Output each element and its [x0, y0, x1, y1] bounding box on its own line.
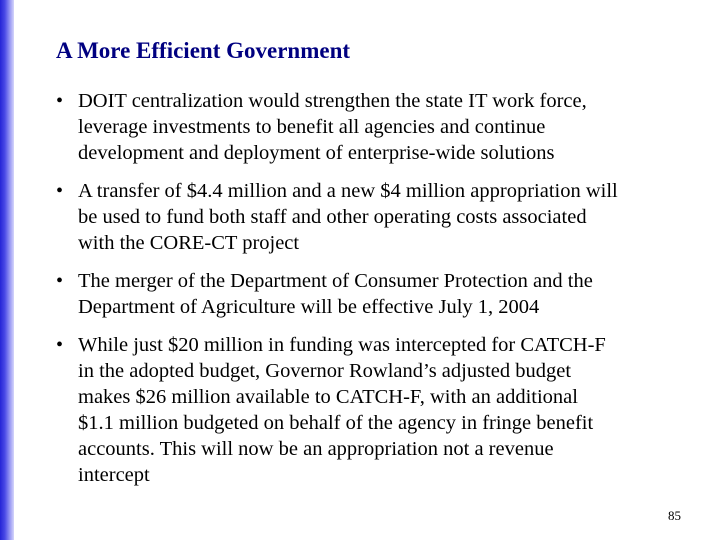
bullet-line: While just $20 million in funding was intercepted for CATCH-F [78, 334, 606, 356]
bullet-item [56, 332, 716, 488]
bullet-line: with the CORE-CT project [78, 232, 300, 254]
bullet-dot-icon: • [56, 90, 64, 112]
bullet-line: intercept [78, 464, 150, 486]
bullet-dot-icon: • [56, 180, 64, 202]
bullet-item [56, 268, 716, 320]
bullet-list [56, 88, 716, 500]
bullet-line: in the adopted budget, Governor Rowland’s adjusted budget [78, 360, 572, 382]
bullet-dot-icon: • [56, 334, 64, 356]
left-accent-bar [0, 0, 14, 540]
page-number: 85 [668, 508, 681, 523]
bullet-dot-icon: • [56, 270, 64, 292]
bullet-line: accounts. This will now be an appropriation not a revenue [78, 438, 554, 460]
bullet-item [56, 88, 716, 166]
bullet-line: $1.1 million budgeted on behalf of the agency in fringe benefit [78, 412, 594, 434]
bullet-line: DOIT centralization would strengthen the state IT work force, [78, 90, 587, 112]
bullet-line: The merger of the Department of Consumer Protection and the [78, 270, 593, 292]
bullet-line: A transfer of $4.4 million and a new $4 million appropriation will [78, 180, 618, 202]
bullet-line: Department of Agriculture will be effective July 1, 2004 [78, 296, 540, 318]
slide-title: A More Efficient Government [56, 38, 351, 63]
bullet-line: leverage investments to benefit all agencies and continue [78, 116, 546, 138]
bullet-item [56, 178, 716, 256]
bullet-line: be used to fund both staff and other operating costs associated [78, 206, 587, 228]
bullet-line: makes $26 million available to CATCH-F, with an additional [78, 386, 578, 408]
bullet-line: development and deployment of enterprise-wide solutions [78, 142, 555, 164]
